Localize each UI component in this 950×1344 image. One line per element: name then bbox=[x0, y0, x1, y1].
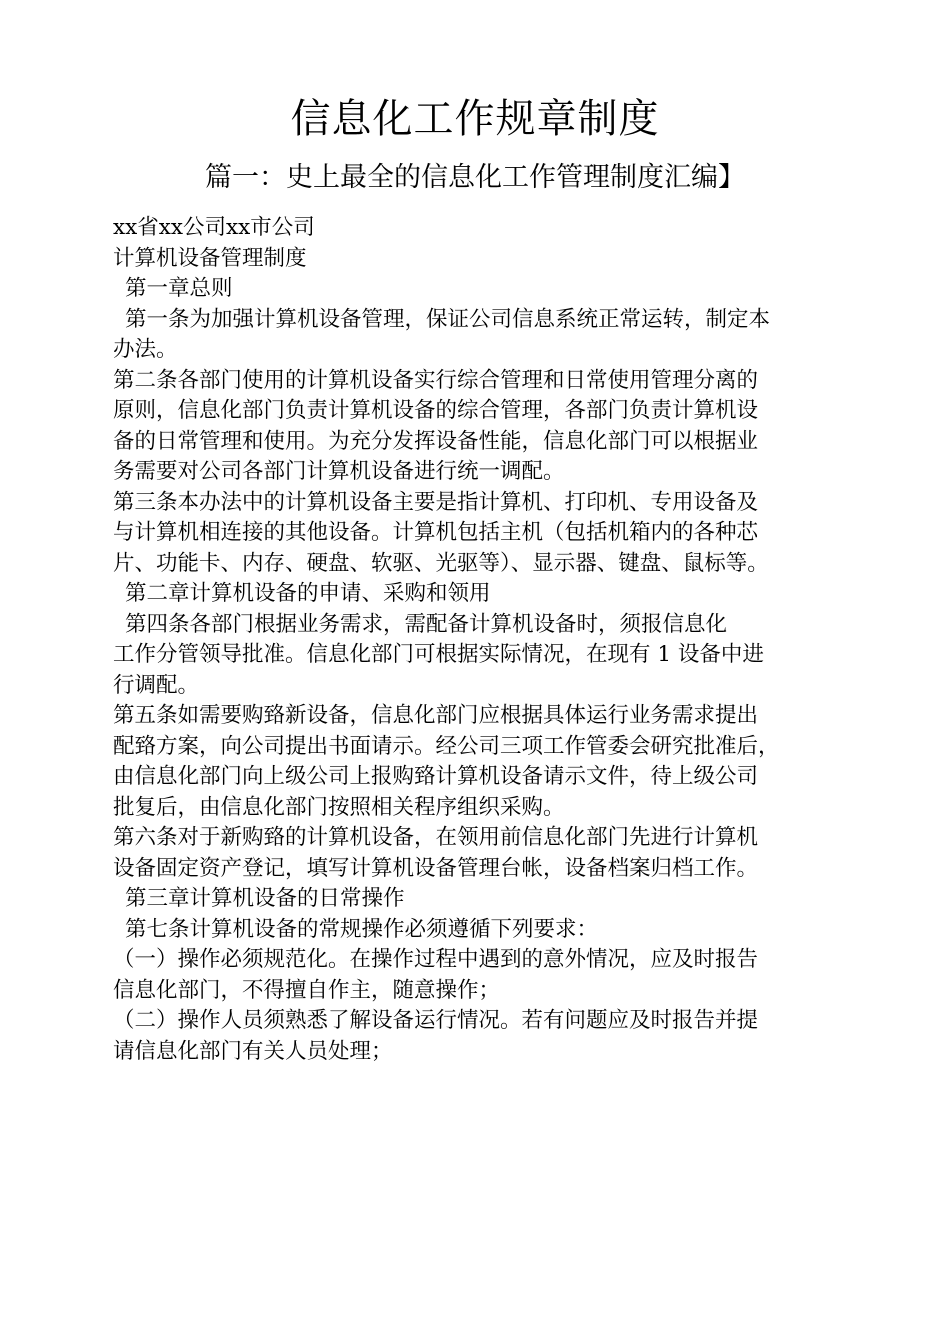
paragraph-line: 片、功能卡、内存、硬盘、软驱、光驱等）、显示器、键盘、鼠标等。 bbox=[113, 550, 769, 576]
paragraph-line: 批复后，由信息化部门按照相关程序组织采购。 bbox=[113, 794, 565, 820]
list-item-line: 信息化部门，不得擅自作主，随意操作； bbox=[113, 977, 501, 1003]
paragraph-line: 第七条计算机设备的常规操作必须遵循下列要求： bbox=[125, 916, 599, 942]
document-body bbox=[113, 213, 833, 1067]
paragraph-line: 第二条各部门使用的计算机设备实行综合管理和日常使用管理分离的 bbox=[113, 367, 759, 393]
paragraph-line: 配臵方案，向公司提出书面请示。经公司三项工作管委会研究批准后， bbox=[113, 733, 780, 759]
paragraph-line: 与计算机相连接的其他设备。计算机包括主机（包括机箱内的各种芯 bbox=[113, 520, 759, 545]
paragraph-line: 第五条如需要购臵新设备，信息化部门应根据具体运行业务需求提出 bbox=[113, 703, 759, 728]
paragraph-line: 务需要对公司各部门计算机设备进行统一调配。 bbox=[113, 459, 565, 484]
company-line: xx省xx公司xx市公司 bbox=[113, 215, 315, 240]
paragraph-line: 第四条各部门根据业务需求，需配备计算机设备时，须报信息化 bbox=[125, 611, 728, 637]
chapter-heading: 第三章计算机设备的日常操作 bbox=[125, 886, 405, 911]
paragraph-line: 第三条本办法中的计算机设备主要是指计算机、打印机、专用设备及 bbox=[113, 489, 759, 515]
paragraph-line: 备的日常管理和使用。为充分发挥设备性能，信息化部门可以根据业 bbox=[113, 428, 759, 454]
list-item-line: （二）操作人员须熟悉了解设备运行情况。若有问题应及时报告并提 bbox=[113, 1008, 759, 1033]
paragraph-line: 设备固定资产登记，填写计算机设备管理台帐，设备档案归档工作。 bbox=[113, 855, 759, 881]
paragraph-line: 第一条为加强计算机设备管理，保证公司信息系统正常运转，制定本 bbox=[125, 306, 771, 332]
chapter-heading: 第二章计算机设备的申请、采购和领用 bbox=[125, 581, 491, 606]
list-item-line: 请信息化部门有关人员处理； bbox=[113, 1038, 393, 1064]
paragraph-line: 行调配。 bbox=[113, 672, 200, 698]
document-title: 信息化工作规章制度 bbox=[290, 96, 660, 142]
document-subtitle: 篇一：史上最全的信息化工作管理制度汇编】 bbox=[205, 162, 745, 193]
chapter-heading: 第一章总则 bbox=[125, 276, 233, 301]
paragraph-line: 原则，信息化部门负责计算机设备的综合管理，各部门负责计算机设 bbox=[113, 398, 759, 423]
list-item-line: （一）操作必须规范化。在操作过程中遇到的意外情况，应及时报告 bbox=[113, 947, 759, 972]
paragraph-line: 由信息化部门向上级公司上报购臵计算机设备请示文件，待上级公司 bbox=[113, 764, 759, 789]
paragraph-line: 第六条对于新购臵的计算机设备，在领用前信息化部门先进行计算机 bbox=[113, 825, 759, 850]
section-heading: 计算机设备管理制度 bbox=[113, 245, 307, 271]
paragraph-line: 办法。 bbox=[113, 337, 178, 362]
paragraph-line: 工作分管领导批准。信息化部门可根据实际情况，在现有 1 设备中进 bbox=[113, 642, 764, 667]
